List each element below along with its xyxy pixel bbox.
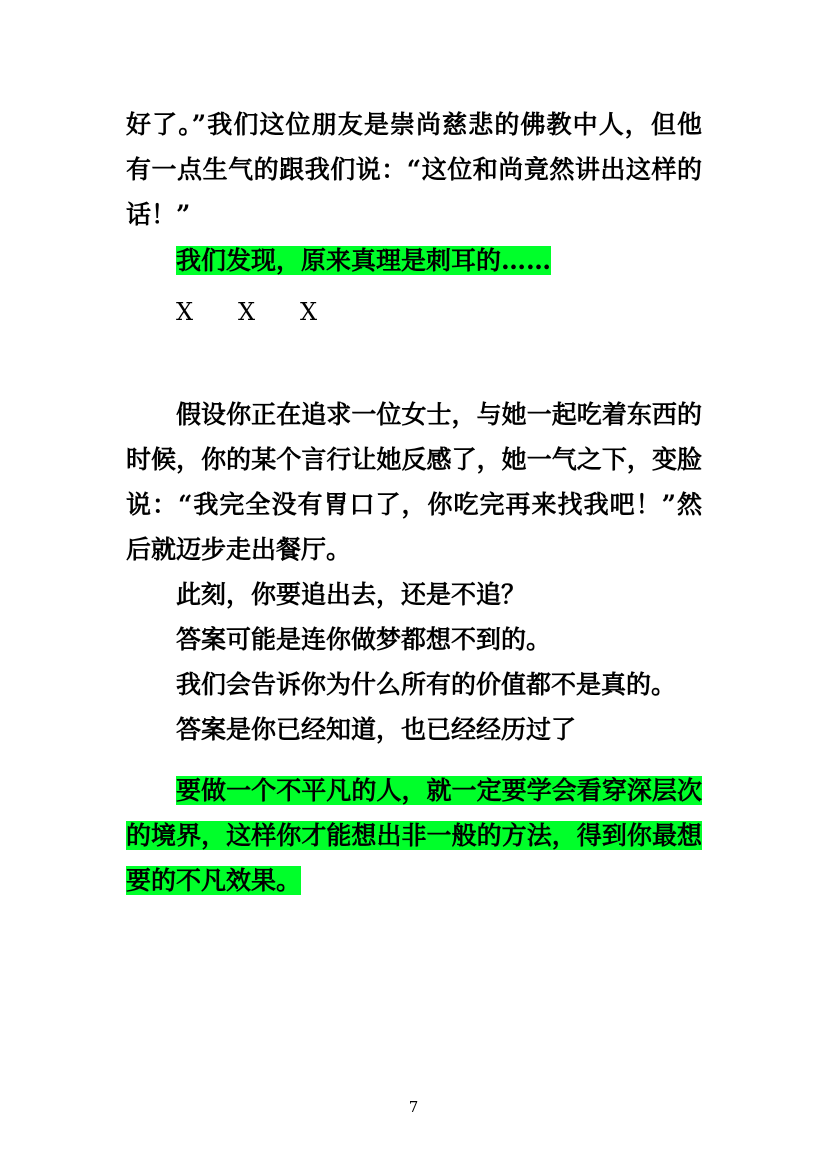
- paragraph-answer-surprise: [126, 617, 702, 662]
- paragraph-answer-known: [126, 707, 702, 752]
- highlighted-text: 我们发现，原来真理是刺耳的……: [176, 246, 552, 275]
- paragraph-values: [126, 662, 702, 707]
- paragraph-text: 好了。”我们这位朋友是崇尚慈悲的佛教中人，但他有一点生气的跟我们说：“这位和尚竟然讲出这样的话！”: [126, 110, 702, 229]
- paragraph-text: 此刻，你要追出去，还是不追？: [176, 580, 527, 609]
- paragraph-truth-harsh: [126, 238, 702, 283]
- highlighted-text: 要做一个不平凡的人，就一定要学会看穿深层次的境界，这样你才能想出非一般的方法，得到你最想要的不凡效果。: [126, 776, 702, 895]
- paragraph-text: 假设你正在追求一位女士，与她一起吃着东西的时候，你的某个言行让她反感了，她一气之下，变脸说：“我完全没有胃口了，你吃完再来找我吧！”然后就迈步走出餐厅。: [126, 400, 702, 564]
- page-number: 7: [408, 1098, 419, 1116]
- separator-mark: X: [176, 298, 194, 326]
- separator-mark: X: [300, 298, 318, 326]
- separator-mark: X: [238, 298, 256, 326]
- paragraph-question: [126, 572, 702, 617]
- paragraph-text: 我们会告诉你为什么所有的价值都不是真的。: [176, 670, 677, 699]
- paragraph-text: 答案可能是连你做梦都想不到的。: [176, 625, 552, 654]
- section-separator: [176, 296, 362, 328]
- paragraph-scenario: [126, 392, 702, 572]
- paragraph-text: 答案是你已经知道，也已经经历过了: [176, 715, 577, 744]
- paragraph-extraordinary: [126, 768, 702, 903]
- paragraph-friend-quote: [126, 102, 702, 237]
